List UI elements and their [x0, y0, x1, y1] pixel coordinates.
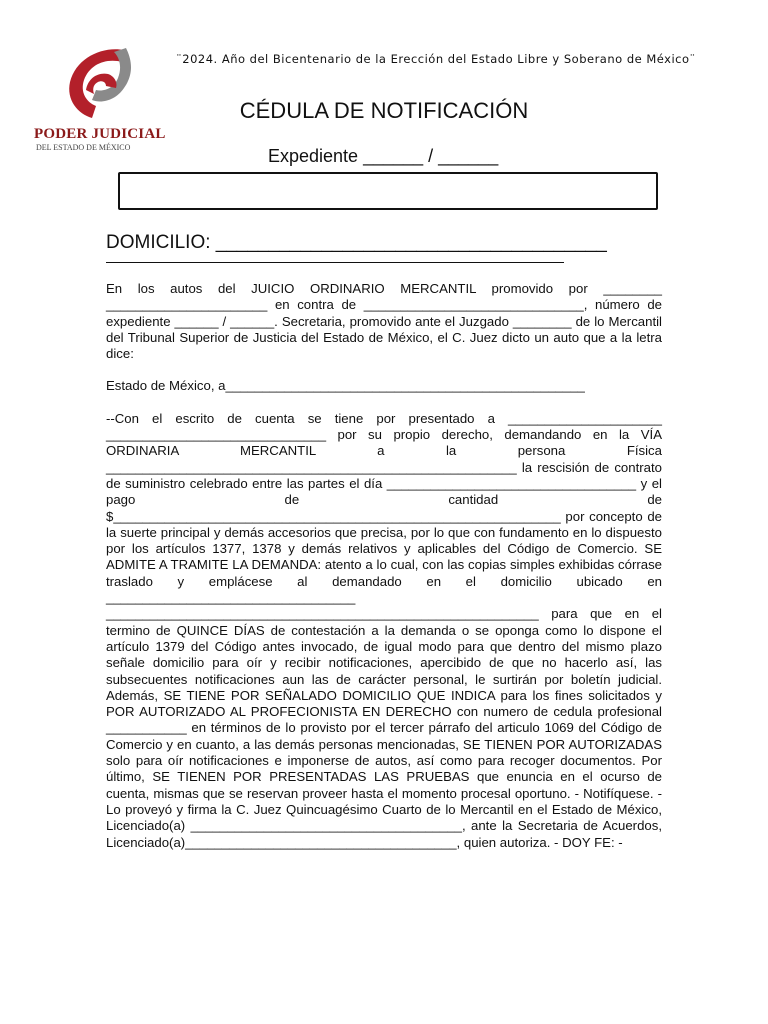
paragraph-intro: En los autos del JUICIO ORDINARIO MERCANTIL promovido por ________ ______________________ en contra de ______________________________, número de expediente ______ / ______. Secretaria, promovido ante el Juzgado ________ de lo Mercantil del Tribunal Superior de Justicia del Estado de México, el C. Juez dicto un auto que a la letra dice: [106, 281, 662, 362]
document-title [0, 98, 768, 124]
expediente-line: Expediente ______ / ______ [268, 146, 499, 166]
paragraph-auto: --Con el escrito de cuenta se tiene por presentado a _____________________ ______________________________ por su propio derecho, demandando en la VÍA ORDINARIA MERCANTIL a la persona Física ________________________________________________________ la rescisión de contrato de suministro celebrado entre las partes el día __________________________________ y el pago de cantidad de $_____________________________________________________________ por concepto de la suerte principal y demás accesorios que precisa, por lo que con fundamento en lo dispuesto por los artículos 1377, 1378 y demás relativos y aplicables del Código de Comercio. SE ADMITE A TRAMITE LA DEMANDA: atento a lo cual, con las copias simples exhibidas córrase traslado y emplácese al demandado en el domicilio ubicado en __________________________________ ___________________________________________________________ para que en el termino de QUINCE DÍAS de contestación a la demanda o se oponga como lo dispone el artículo 1379 del Código antes invocado, de igual modo para que dentro del mismo plazo señale domicilio para oír y recibir notificaciones, apercibido de que no hacerlo así, las subsecuentes notificaciones aun las de carácter personal, le surtirán por boletín judicial. Además, SE TIENE POR SEÑALADO DOMICILIO QUE INDICA para los fines solicitados y POR AUTORIZADO AL PROFECIONISTA EN DERECHO con numero de cedula profesional ___________ en términos de lo provisto por el tercer párrafo del articulo 1069 del Código de Comercio y en cuanto, a las demás personas mencionadas, SE TIENEN POR AUTORIZADAS solo para oír notificaciones e imponerse de autos, así como para recoger documentos. Por último, SE TIENEN POR PRESENTADAS LAS PRUEBAS que enuncia en el ocurso de cuenta, mismas que se reservan proveer hasta el momento procesal oportuno. - Notifíquese. - Lo proveyó y firma la C. Juez Quincuagésimo Cuarto de lo Mercantil en el Estado de México, Licenciado(a) _____________________________________, ante la Secretaria de Acuerdos, Licenciado(a)_____________________________________, quien autoriza. - DOY FE: - [106, 410, 662, 850]
domicilio-line: DOMICILIO: _____________________________________ [106, 232, 607, 253]
paragraph-date: Estado de México, a_________________________________________________ [106, 378, 585, 394]
document-body [106, 281, 662, 851]
document-title-text: CÉDULA DE NOTIFICACIÓN [239, 98, 529, 123]
header-motto: ¨2024. Año del Bicentenario de la Erección del Estado Libre y Soberano de México¨ [176, 52, 696, 66]
logo-subtitle: DEL ESTADO DE MÉXICO [36, 143, 131, 152]
blank-underline [106, 262, 564, 263]
logo-title: PODER JUDICIAL [34, 126, 166, 142]
blank-field-box [118, 172, 658, 210]
